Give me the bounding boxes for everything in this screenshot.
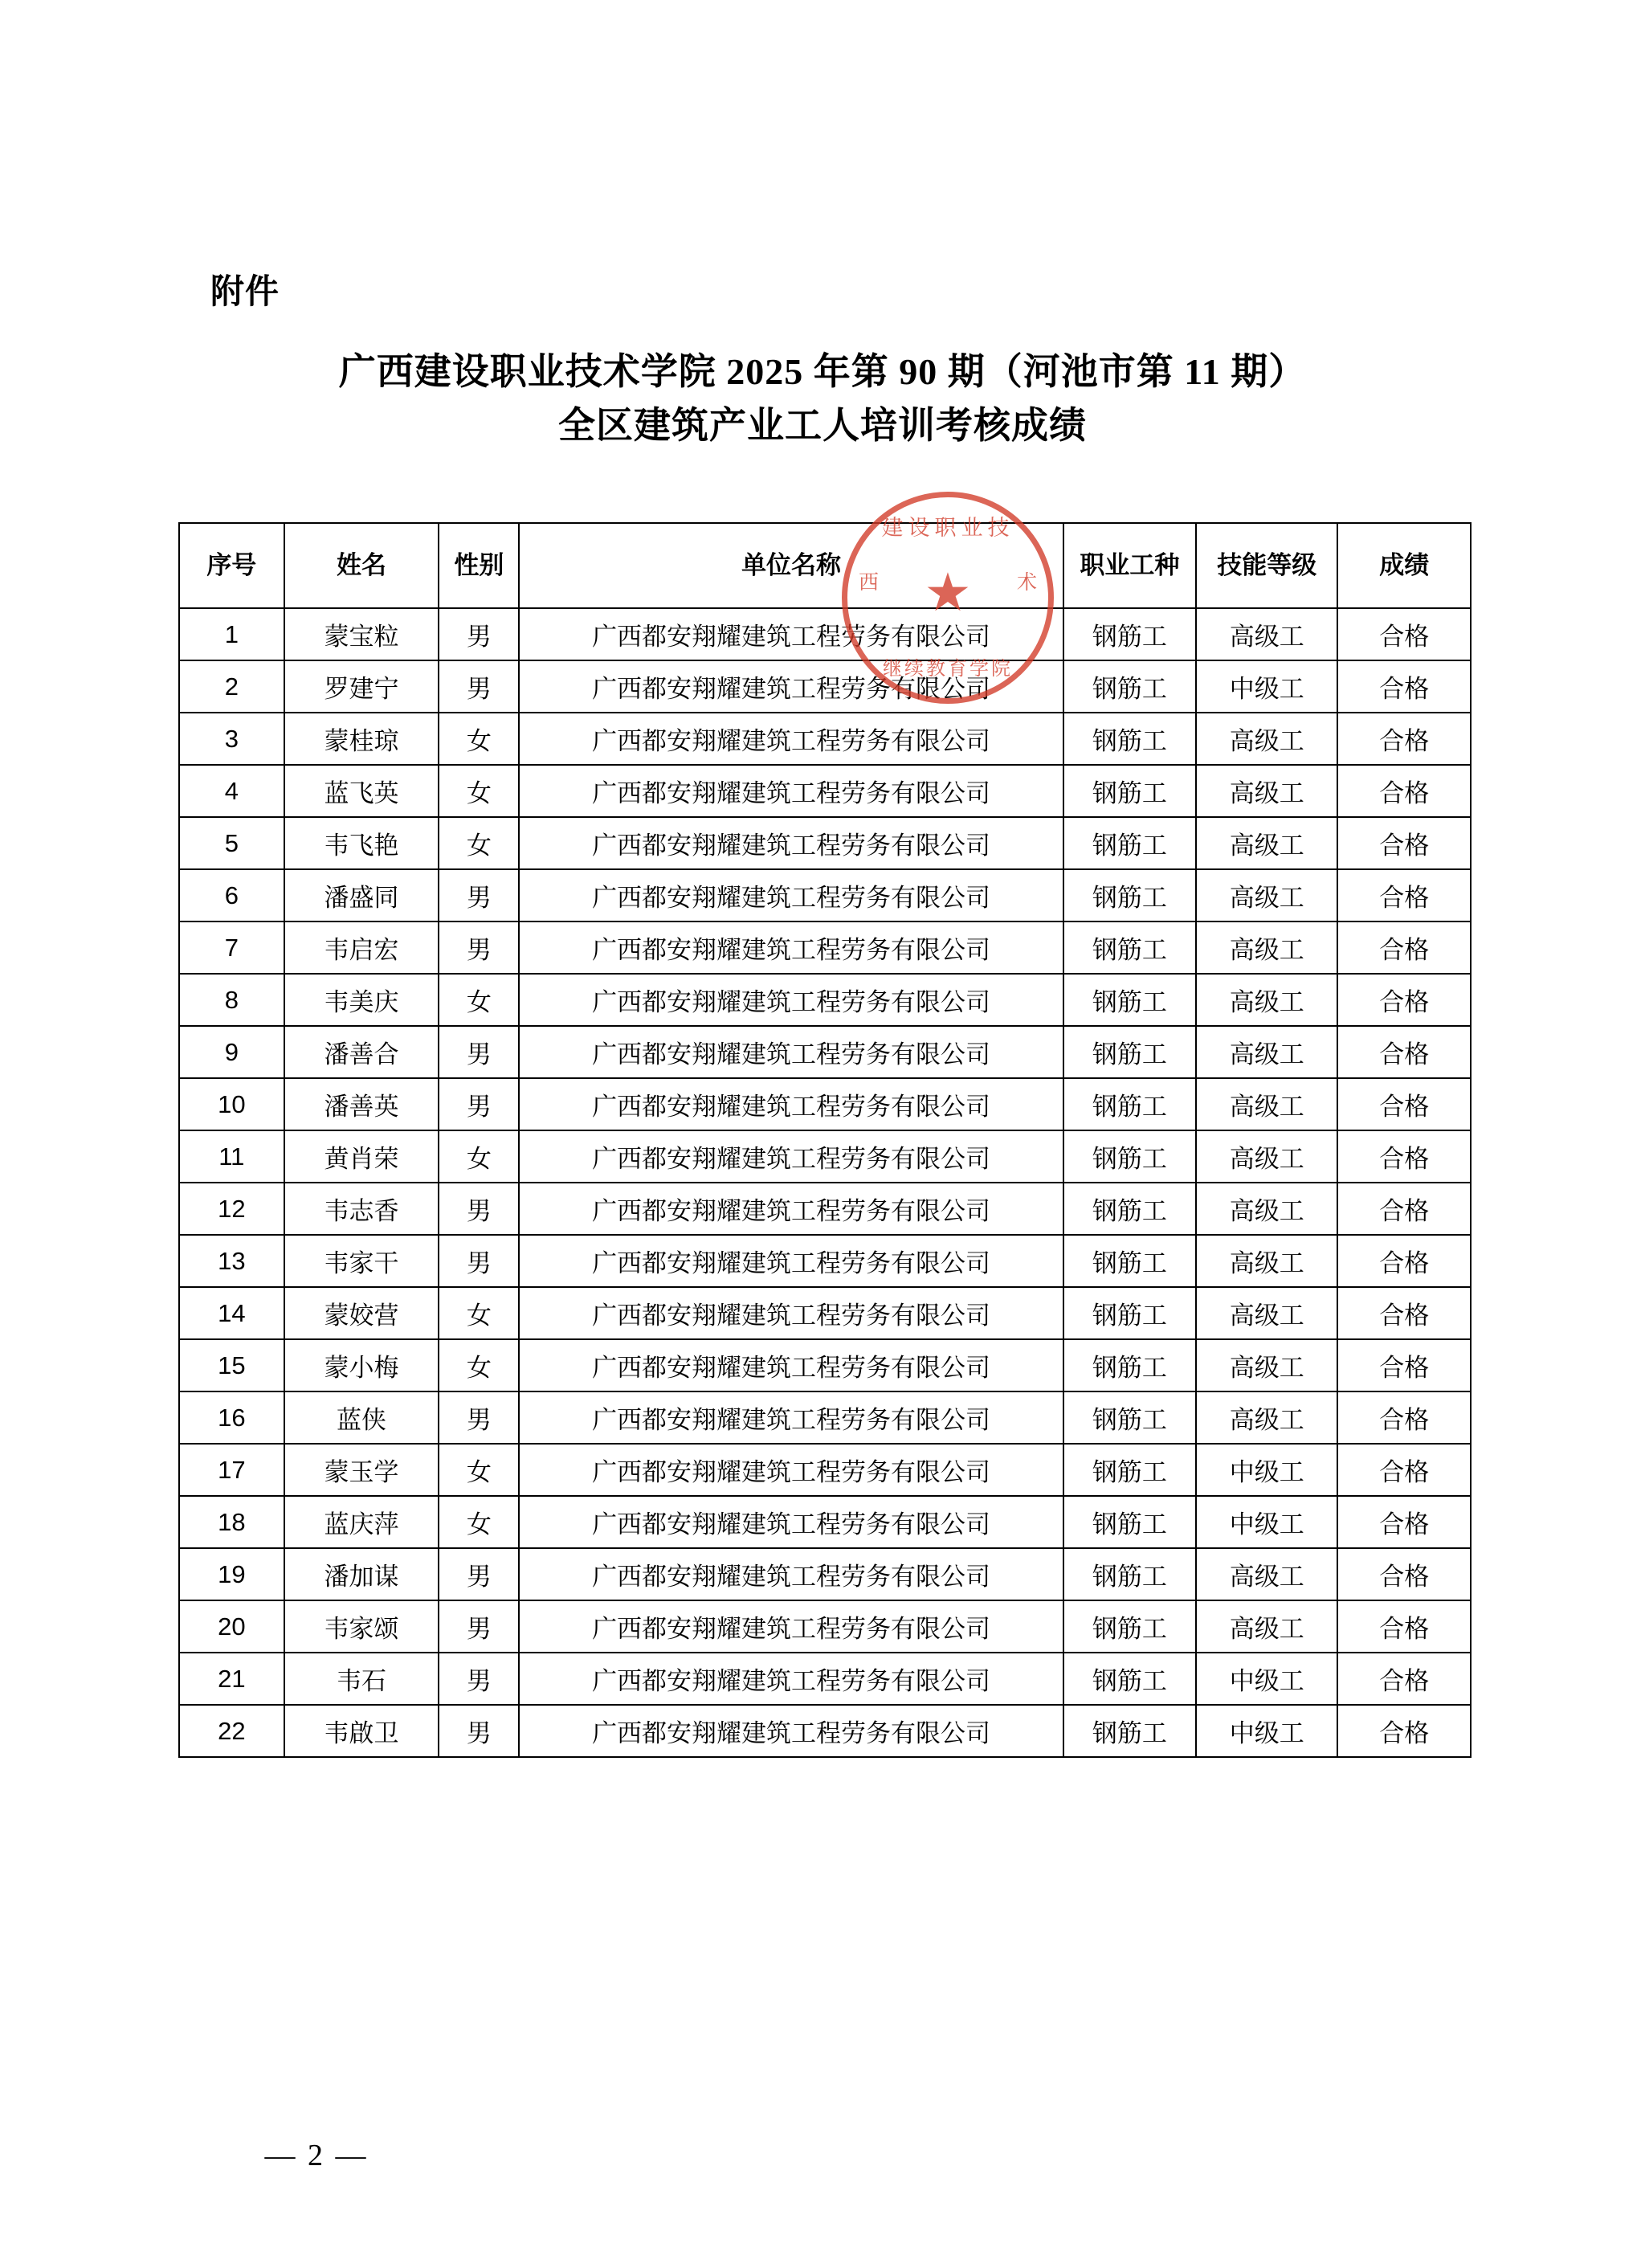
table-row [179,922,1471,974]
cell-job: 钢筋工 [1063,765,1196,817]
cell-score: 合格 [1337,1235,1471,1287]
cell-name: 蒙姣营 [284,1287,439,1339]
cell-no: 20 [179,1600,284,1653]
header-unit: 单位名称 [519,523,1063,608]
cell-no: 4 [179,765,284,817]
cell-score: 合格 [1337,1183,1471,1235]
table-row [179,974,1471,1026]
cell-job: 钢筋工 [1063,974,1196,1026]
cell-sex: 男 [439,869,519,922]
cell-score: 合格 [1337,765,1471,817]
cell-name: 蓝庆萍 [284,1496,439,1548]
cell-score: 合格 [1337,608,1471,660]
cell-no: 8 [179,974,284,1026]
cell-unit: 广西都安翔耀建筑工程劳务有限公司 [519,869,1063,922]
table-row [179,1600,1471,1653]
page-number: — 2 — [264,2139,369,2172]
cell-unit: 广西都安翔耀建筑工程劳务有限公司 [519,1130,1063,1183]
cell-level: 高级工 [1196,1339,1337,1391]
table-header [179,523,1471,608]
cell-sex: 男 [439,1600,519,1653]
cell-unit: 广西都安翔耀建筑工程劳务有限公司 [519,1339,1063,1391]
cell-score: 合格 [1337,922,1471,974]
cell-name: 韦志香 [284,1183,439,1235]
cell-level: 高级工 [1196,1078,1337,1130]
cell-no: 2 [179,660,284,713]
cell-unit: 广西都安翔耀建筑工程劳务有限公司 [519,1548,1063,1600]
cell-job: 钢筋工 [1063,1287,1196,1339]
cell-sex: 男 [439,1653,519,1705]
header-sex: 性别 [439,523,519,608]
table-row [179,1391,1471,1444]
cell-job: 钢筋工 [1063,1078,1196,1130]
document-title [0,345,1645,452]
cell-unit: 广西都安翔耀建筑工程劳务有限公司 [519,1444,1063,1496]
cell-score: 合格 [1337,869,1471,922]
table-row [179,1653,1471,1705]
table-row [179,713,1471,765]
cell-no: 1 [179,608,284,660]
cell-job: 钢筋工 [1063,1183,1196,1235]
cell-sex: 男 [439,922,519,974]
table-row [179,1496,1471,1548]
cell-level: 高级工 [1196,1287,1337,1339]
table-row [179,1078,1471,1130]
cell-job: 钢筋工 [1063,1600,1196,1653]
table-row [179,1339,1471,1391]
cell-no: 21 [179,1653,284,1705]
cell-unit: 广西都安翔耀建筑工程劳务有限公司 [519,660,1063,713]
cell-job: 钢筋工 [1063,1653,1196,1705]
cell-unit: 广西都安翔耀建筑工程劳务有限公司 [519,608,1063,660]
cell-job: 钢筋工 [1063,869,1196,922]
table-row [179,869,1471,922]
cell-name: 潘善合 [284,1026,439,1078]
cell-no: 9 [179,1026,284,1078]
cell-no: 12 [179,1183,284,1235]
cell-unit: 广西都安翔耀建筑工程劳务有限公司 [519,1496,1063,1548]
cell-unit: 广西都安翔耀建筑工程劳务有限公司 [519,922,1063,974]
cell-job: 钢筋工 [1063,1705,1196,1757]
seal-bottom-text: 继续教育学院 [883,658,1013,680]
cell-sex: 男 [439,1235,519,1287]
cell-unit: 广西都安翔耀建筑工程劳务有限公司 [519,1600,1063,1653]
cell-level: 中级工 [1196,1705,1337,1757]
cell-unit: 广西都安翔耀建筑工程劳务有限公司 [519,765,1063,817]
cell-sex: 女 [439,817,519,869]
cell-name: 韦家颂 [284,1600,439,1653]
cell-sex: 女 [439,1444,519,1496]
table-row [179,1130,1471,1183]
table-row [179,660,1471,713]
cell-score: 合格 [1337,713,1471,765]
seal-star-icon: ★ [924,564,972,623]
grades-table [178,522,1472,1758]
cell-job: 钢筋工 [1063,660,1196,713]
table-body [179,608,1471,1757]
cell-name: 蓝飞英 [284,765,439,817]
cell-job: 钢筋工 [1063,1496,1196,1548]
title-line-2: 全区建筑产业工人培训考核成绩 [558,404,1087,446]
cell-level: 高级工 [1196,713,1337,765]
table-row [179,1548,1471,1600]
cell-level: 中级工 [1196,1653,1337,1705]
cell-score: 合格 [1337,1496,1471,1548]
page-footer [0,2138,1645,2173]
cell-sex: 女 [439,974,519,1026]
cell-sex: 女 [439,1130,519,1183]
cell-score: 合格 [1337,1653,1471,1705]
cell-score: 合格 [1337,1339,1471,1391]
cell-name: 韦启宏 [284,922,439,974]
cell-level: 高级工 [1196,1600,1337,1653]
cell-unit: 广西都安翔耀建筑工程劳务有限公司 [519,1653,1063,1705]
header-job: 职业工种 [1063,523,1196,608]
cell-unit: 广西都安翔耀建筑工程劳务有限公司 [519,1391,1063,1444]
cell-job: 钢筋工 [1063,817,1196,869]
cell-level: 高级工 [1196,922,1337,974]
cell-sex: 男 [439,1705,519,1757]
cell-no: 11 [179,1130,284,1183]
cell-job: 钢筋工 [1063,1339,1196,1391]
cell-sex: 男 [439,1026,519,1078]
grades-table-container [178,522,1472,1758]
cell-score: 合格 [1337,1078,1471,1130]
cell-name: 韦美庆 [284,974,439,1026]
cell-unit: 广西都安翔耀建筑工程劳务有限公司 [519,974,1063,1026]
cell-name: 蓝侠 [284,1391,439,1444]
cell-sex: 女 [439,1496,519,1548]
cell-sex: 女 [439,1287,519,1339]
cell-sex: 男 [439,1391,519,1444]
cell-name: 蒙小梅 [284,1339,439,1391]
cell-sex: 女 [439,1339,519,1391]
cell-score: 合格 [1337,974,1471,1026]
cell-name: 蒙玉学 [284,1444,439,1496]
cell-level: 中级工 [1196,1444,1337,1496]
cell-score: 合格 [1337,1287,1471,1339]
cell-unit: 广西都安翔耀建筑工程劳务有限公司 [519,1287,1063,1339]
cell-score: 合格 [1337,1600,1471,1653]
cell-level: 高级工 [1196,1026,1337,1078]
cell-score: 合格 [1337,1444,1471,1496]
header-name: 姓名 [284,523,439,608]
cell-name: 潘加谋 [284,1548,439,1600]
cell-level: 高级工 [1196,1391,1337,1444]
cell-level: 高级工 [1196,869,1337,922]
cell-score: 合格 [1337,817,1471,869]
cell-name: 潘善英 [284,1078,439,1130]
cell-no: 3 [179,713,284,765]
title-line-1: 广西建设职业技术学院 2025 年第 90 期（河池市第 11 期） [338,351,1307,392]
cell-level: 高级工 [1196,608,1337,660]
cell-level: 高级工 [1196,1235,1337,1287]
table-row [179,1287,1471,1339]
cell-no: 18 [179,1496,284,1548]
cell-no: 16 [179,1391,284,1444]
cell-sex: 女 [439,765,519,817]
table-header-row [179,523,1471,608]
cell-score: 合格 [1337,1548,1471,1600]
header-no: 序号 [179,523,284,608]
cell-level: 高级工 [1196,1130,1337,1183]
cell-no: 7 [179,922,284,974]
cell-no: 6 [179,869,284,922]
cell-name: 韦啟卫 [284,1705,439,1757]
cell-sex: 男 [439,1548,519,1600]
cell-sex: 男 [439,1183,519,1235]
cell-no: 19 [179,1548,284,1600]
cell-name: 蒙宝粒 [284,608,439,660]
cell-job: 钢筋工 [1063,1444,1196,1496]
seal-top-text: 建设职业技 [881,516,1014,540]
cell-job: 钢筋工 [1063,1548,1196,1600]
table-row [179,608,1471,660]
cell-name: 韦家干 [284,1235,439,1287]
cell-score: 合格 [1337,1391,1471,1444]
cell-level: 高级工 [1196,817,1337,869]
cell-no: 5 [179,817,284,869]
cell-level: 高级工 [1196,765,1337,817]
cell-level: 中级工 [1196,1496,1337,1548]
cell-level: 高级工 [1196,1183,1337,1235]
cell-level: 中级工 [1196,660,1337,713]
attachment-label: 附件 [210,274,280,311]
cell-unit: 广西都安翔耀建筑工程劳务有限公司 [519,1078,1063,1130]
cell-job: 钢筋工 [1063,922,1196,974]
cell-no: 22 [179,1705,284,1757]
cell-sex: 男 [439,660,519,713]
cell-sex: 女 [439,713,519,765]
cell-sex: 男 [439,608,519,660]
cell-level: 高级工 [1196,1548,1337,1600]
cell-no: 14 [179,1287,284,1339]
header-level: 技能等级 [1196,523,1337,608]
cell-score: 合格 [1337,1705,1471,1757]
seal-right-text: 术 [1016,571,1037,594]
cell-no: 15 [179,1339,284,1391]
cell-unit: 广西都安翔耀建筑工程劳务有限公司 [519,1026,1063,1078]
table-row [179,817,1471,869]
cell-job: 钢筋工 [1063,608,1196,660]
cell-job: 钢筋工 [1063,1235,1196,1287]
cell-unit: 广西都安翔耀建筑工程劳务有限公司 [519,1183,1063,1235]
cell-no: 10 [179,1078,284,1130]
cell-score: 合格 [1337,660,1471,713]
cell-no: 13 [179,1235,284,1287]
cell-level: 高级工 [1196,974,1337,1026]
cell-job: 钢筋工 [1063,1026,1196,1078]
table-row [179,1026,1471,1078]
cell-unit: 广西都安翔耀建筑工程劳务有限公司 [519,817,1063,869]
table-row [179,1183,1471,1235]
cell-job: 钢筋工 [1063,1130,1196,1183]
table-row [179,1444,1471,1496]
cell-name: 罗建宁 [284,660,439,713]
seal-left-text: 西 [859,571,880,594]
cell-unit: 广西都安翔耀建筑工程劳务有限公司 [519,1705,1063,1757]
cell-name: 黄肖荣 [284,1130,439,1183]
cell-name: 韦飞艳 [284,817,439,869]
cell-name: 潘盛同 [284,869,439,922]
cell-no: 17 [179,1444,284,1496]
cell-sex: 男 [439,1078,519,1130]
cell-job: 钢筋工 [1063,713,1196,765]
cell-name: 韦石 [284,1653,439,1705]
cell-unit: 广西都安翔耀建筑工程劳务有限公司 [519,713,1063,765]
table-row [179,765,1471,817]
cell-unit: 广西都安翔耀建筑工程劳务有限公司 [519,1235,1063,1287]
cell-score: 合格 [1337,1026,1471,1078]
header-score: 成绩 [1337,523,1471,608]
table-row [179,1705,1471,1757]
cell-score: 合格 [1337,1130,1471,1183]
cell-name: 蒙桂琼 [284,713,439,765]
cell-job: 钢筋工 [1063,1391,1196,1444]
table-row [179,1235,1471,1287]
